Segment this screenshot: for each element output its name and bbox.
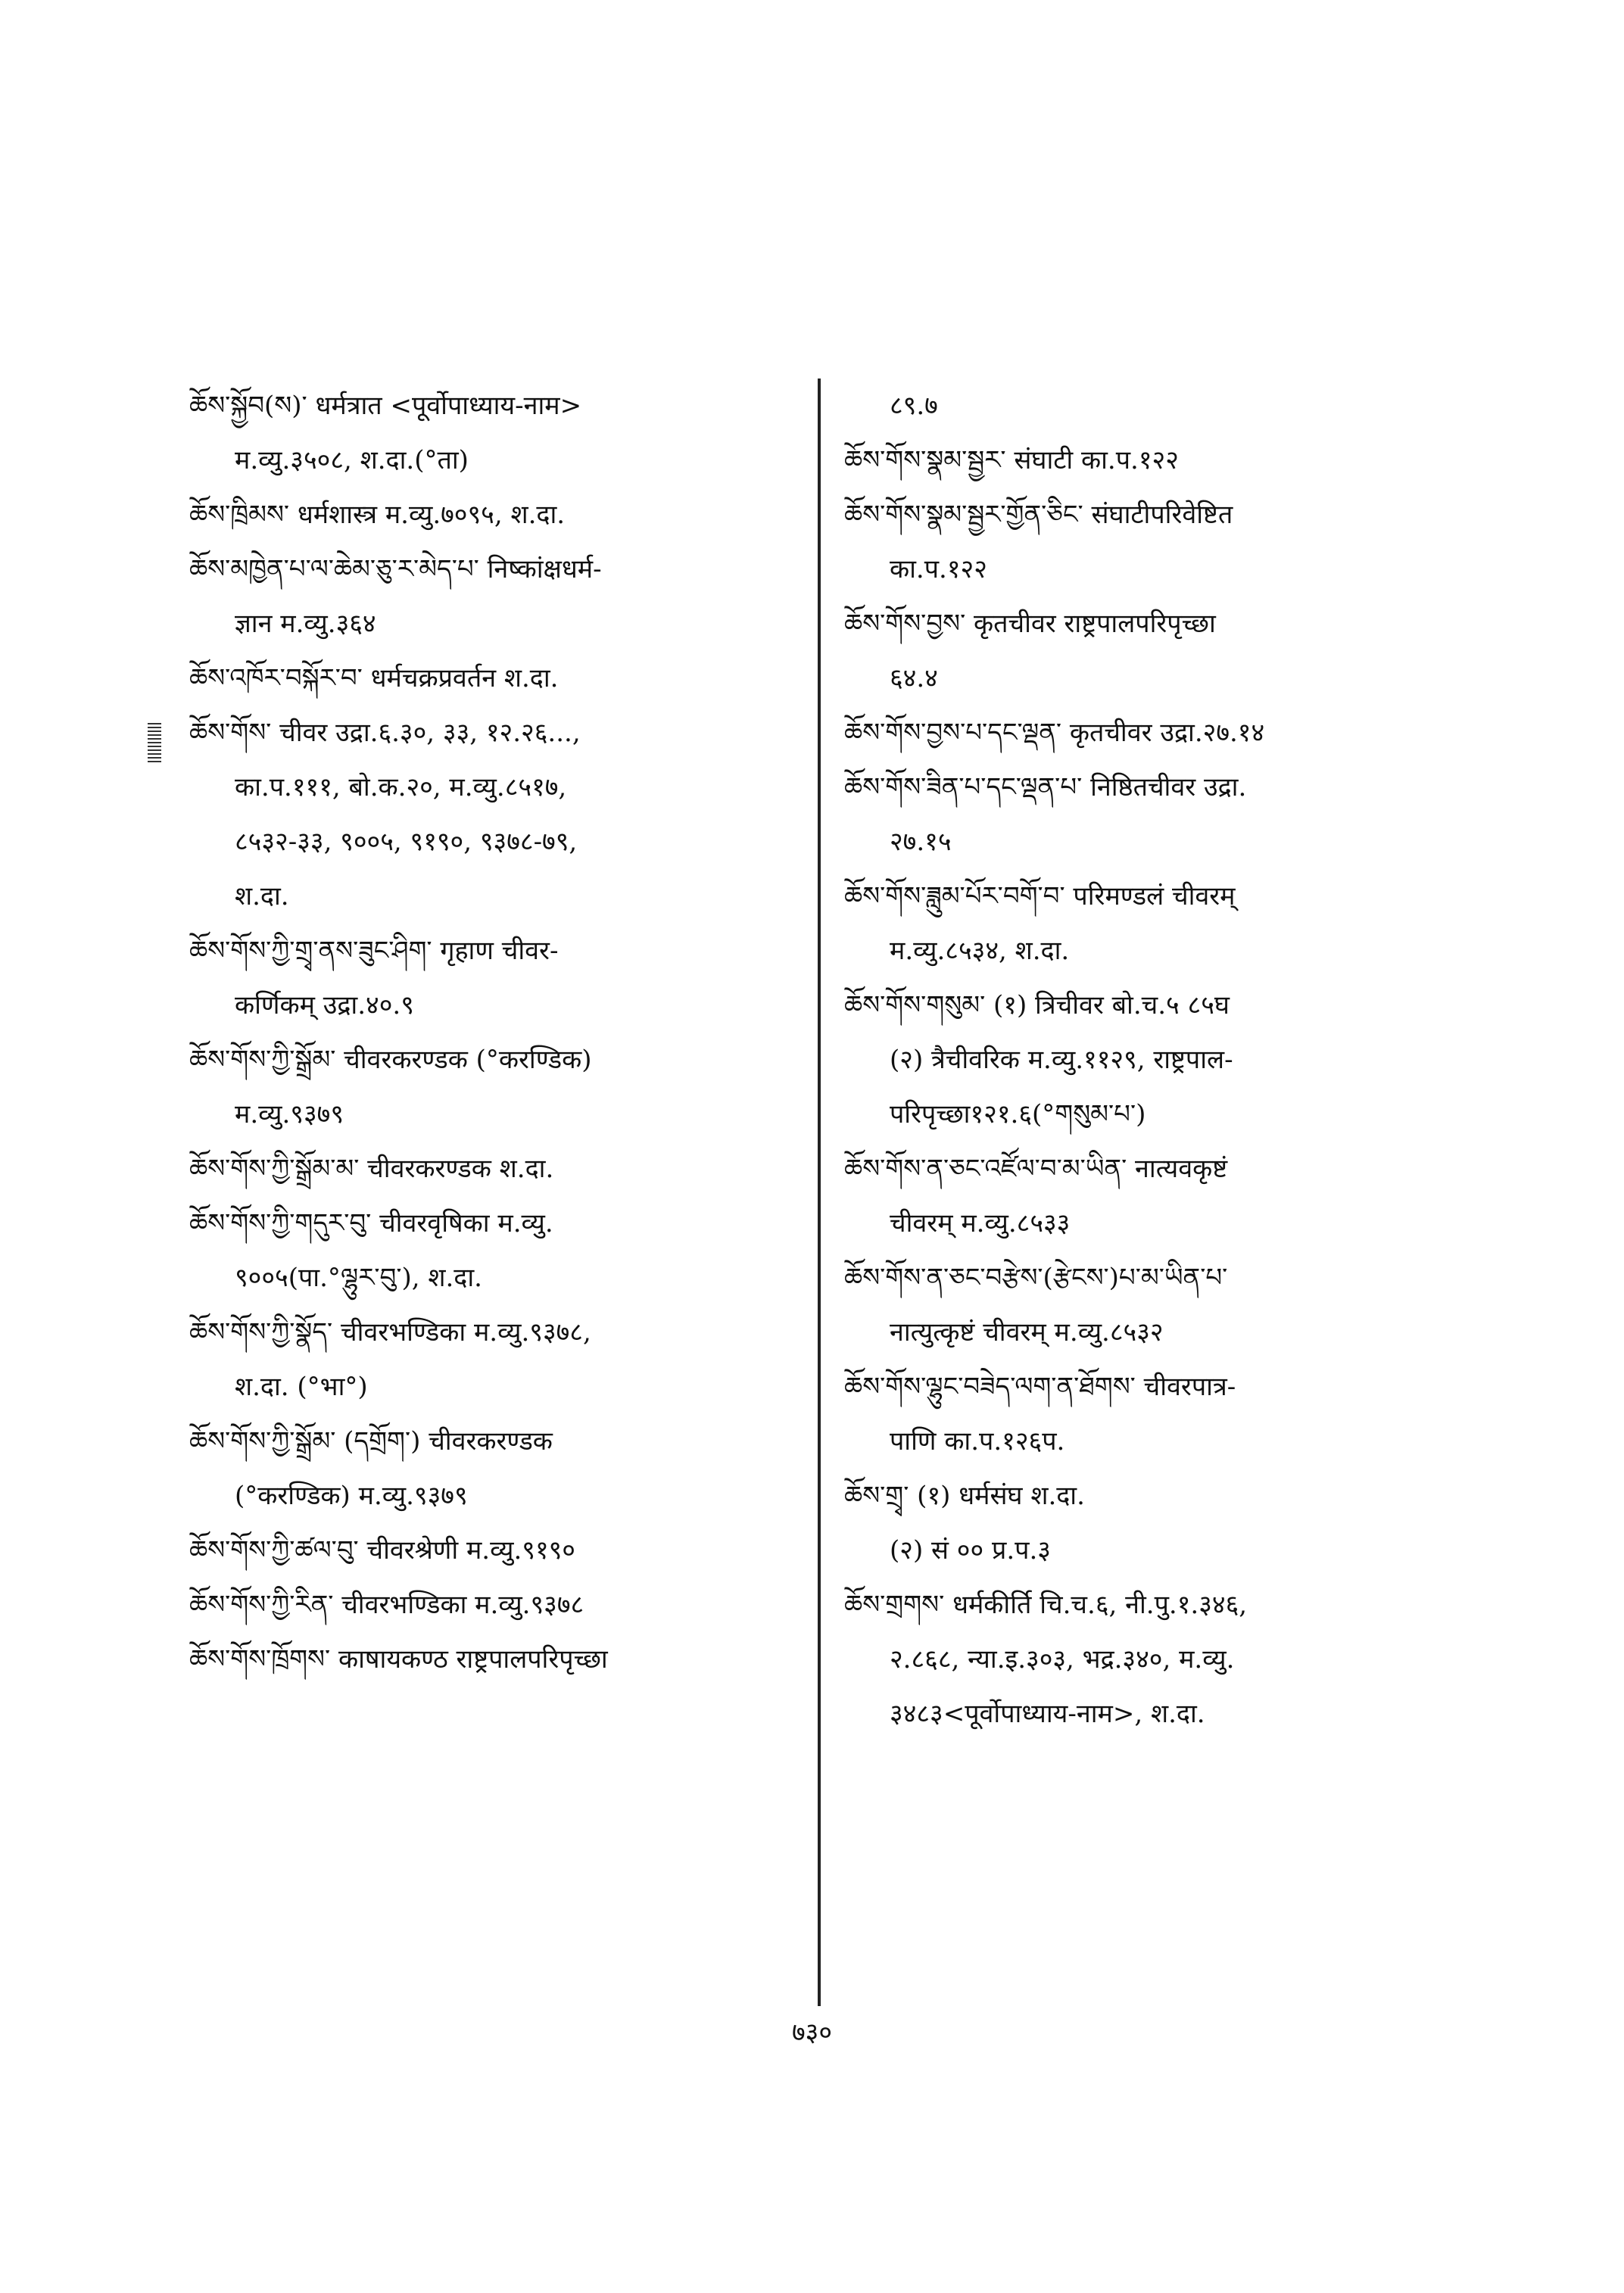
column-divider xyxy=(818,379,821,2006)
entry-line: ८९.७ xyxy=(890,391,938,421)
entry-line: ज्ञान म.व्यु.३६४ xyxy=(235,609,376,639)
entry-line: ཆོས་ཁྲིམས་ धर्मशास्त्र म.व्यु.७०९५, श.दा. xyxy=(189,500,566,530)
entry-line: श.दा. xyxy=(235,881,289,911)
entry-line: ཆོས་གྲགས་ धर्मकीर्ति चि.च.६, नी.पु.१.३४६, xyxy=(844,1590,1248,1620)
entry-line: (२) सं ०० प्र.प.३ xyxy=(890,1535,1051,1566)
entry-line: ཆོས་གོས་སྣམ་སྦྱར་གྱོན་ཅིང་ संघाटीपरिवेष्टित xyxy=(844,500,1233,530)
entry-line: परिपृच्छा१२१.६(°གསུམ་པ་) xyxy=(890,1099,1146,1129)
entry-line: ६४.४ xyxy=(890,663,938,693)
entry-line: ཆོས་གོས་ཟིན་པ་དང་ལྡན་པ་ निष्ठितचीवर उद्रा. xyxy=(844,772,1247,802)
entry-line: २७.१५ xyxy=(890,827,952,857)
entry-line: ཆོས་གོས་ཀྱི་སྒྲོམ་ (དགྲོག་) चीवरकरण्डक xyxy=(189,1426,553,1456)
entry-line: का.प.१११, बो.क.२०, म.व्यु.८५१७, xyxy=(235,772,567,802)
entry-line: ཆོས་གོས་ चीवर उद्रा.६.३०, ३३, १२.२६..., xyxy=(189,718,581,748)
entry-line: म.व्यु.९३७९ xyxy=(235,1099,344,1129)
entry-line: ཆོས་སྐྱོབ(ས)་ धर्मत्रात <पूर्वोपाध्याय-नाम> xyxy=(189,391,582,421)
entry-line: ཆོས་གོས་ཀྱི་ཚལ་བུ་ चीवरश्रेणी म.व्यु.९१९० xyxy=(189,1535,575,1566)
entry-line: ཆོས་གོས་ཀྱི་རིན་ चीवरभण्डिका म.व्यु.९३७८ xyxy=(189,1590,584,1620)
entry-line: ཆོས་གོས་ཀྱི་སྒྲོམ་མ་ चीवरकरण्डक श.दा. xyxy=(189,1154,554,1184)
entry-line: ཆོས་གྲྭ་ (१) धर्मसंघ श.दा. xyxy=(844,1481,1085,1511)
entry-line: ३४८३<पूर्वोपाध्याय-नाम>, श.दा. xyxy=(890,1699,1205,1729)
entry-line: ཆོས་གོས་གསུམ་ (१) त्रिचीवर बो.च.५ ८५घ xyxy=(844,990,1230,1020)
entry-line: ཆོས་གོས་སྣམ་སྦྱར་ संघाटी का.प.१२२ xyxy=(844,445,1179,475)
entry-line: ཆོས་གོས་ཁྲོགས་ काषायकण्ठ राष्ट्रपालपरिपृच्छा xyxy=(189,1644,608,1675)
entry-line: ཆོས་གོས་བྱས་ कृतचीवर राष्ट्रपालपरिपृच्छा xyxy=(844,609,1216,639)
right-column xyxy=(844,379,1450,1741)
entry-line: पाणि का.प.१२६प. xyxy=(890,1426,1065,1456)
entry-line: (°करण्डिक) म.व्यु.९३७९ xyxy=(235,1481,468,1511)
entry-line: ९००५(पा.°ལྷུར་བུ་), श.दा. xyxy=(235,1263,482,1293)
page-number: ७३० xyxy=(791,2017,833,2048)
entry-line: ཆོས་གོས་ན་ཅང་འཛོལ་བ་མ་ཡིན་ नात्यवकृष्टं xyxy=(844,1154,1228,1184)
entry-line: ཆོས་གོས་ཀྱི་གྲྭ་ནས་ཟུང་ཤིག་ गृहाण चीवर- xyxy=(189,936,559,966)
entry-line: ཆོས་འཁོར་བསྐོར་བ་ धर्मचक्रप्रवर्तन श.दा. xyxy=(189,663,559,693)
entry-line: चीवरम् म.व्यु.८५३३ xyxy=(890,1208,1071,1238)
entry-line: ཆོས་གོས་ཀྱི་སྣོད་ चीवरभण्डिका म.व्यु.९३७८, xyxy=(189,1317,591,1347)
entry-line: ཆོས་གོས་ཀྱི་གདུར་བུ་ चीवरवृषिका म.व्यु. xyxy=(189,1208,553,1238)
entry-line: (२) त्रैचीवरिक म.व्यु.११२९, राष्ट्रपाल- xyxy=(890,1045,1233,1075)
left-column xyxy=(189,379,795,1687)
entry-line: ཆོས་གོས་བྱས་པ་དང་ལྡན་ कृतचीवर उद्रा.२७.१४ xyxy=(844,718,1265,748)
entry-line: म.व्यु.८५३४, श.दा. xyxy=(890,936,1070,966)
entry-line: श.दा. (°भा°) xyxy=(235,1372,368,1402)
entry-line: ཆོས་མཁྱེན་པ་ལ་ཆེམ་ཅུ་ར་མེད་པ་ निष्कांक्षधर्म- xyxy=(189,554,602,584)
entry-line: नात्युत्कृष्टं चीवरम् म.व्यु.८५३२ xyxy=(890,1317,1164,1347)
entry-line: २.८६८, न्या.इ.३०३, भद्र.३४०, म.व्यु. xyxy=(890,1644,1235,1675)
entry-line: कर्णिकम् उद्रा.४०.९ xyxy=(235,990,414,1020)
entry-line: ཆོས་གོས་ལྷུང་བཟེད་ལག་ན་ཐོགས་ चीवरपात्र- xyxy=(844,1372,1236,1402)
margin-mark xyxy=(148,723,161,762)
entry-line: ८५३२-३३, ९००५, ९१९०, ९३७८-७९, xyxy=(235,827,578,857)
entry-line: का.प.१२२ xyxy=(890,554,987,584)
entry-line: ཆོས་གོས་ན་ཅང་བརྩེས་(རྩེངས་)པ་མ་ཡིན་པ་ xyxy=(844,1263,1228,1293)
entry-line: ཆོས་གོས་ཟླུམ་པོར་བགོ་བ་ परिमण्डलं चीवरम् xyxy=(844,881,1236,911)
entry-line: ཆོས་གོས་ཀྱི་སྒྲོམ་ चीवरकरण्डक (°करण्डिक) xyxy=(189,1045,592,1075)
entry-line: म.व्यु.३५०८, श.दा.(°ता) xyxy=(235,445,469,475)
